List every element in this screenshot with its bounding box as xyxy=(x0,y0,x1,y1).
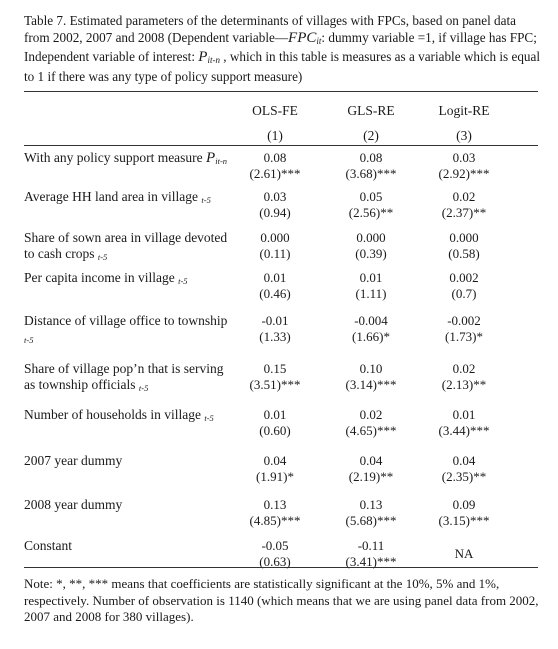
coefficient: 0.04 xyxy=(452,453,476,468)
table-cell xyxy=(326,407,416,439)
row-label: Share of sown area in village devoted to cash crops $_{t-5}$ xyxy=(24,230,228,262)
caption-text: Table 7. Estimated parameters of the determinants of villages with FPCs, based on panel data from 2002, 2007 and 2008 (Dependent variable— xyxy=(24,13,517,45)
row-label: Constant xyxy=(24,538,73,553)
table-cell xyxy=(326,189,416,221)
table-cell xyxy=(230,407,320,439)
t-statistic: (2.92)*** xyxy=(438,166,490,181)
table-cell xyxy=(230,313,320,345)
column-header-gls-re: GLS-RE xyxy=(347,103,395,118)
t-statistic: (1.66)* xyxy=(352,329,390,344)
coefficient: 0.01 xyxy=(263,270,287,285)
coefficient: -0.004 xyxy=(354,313,388,328)
table-cell xyxy=(419,230,509,262)
coefficient: 0.03 xyxy=(452,150,476,165)
table-caption xyxy=(24,13,544,85)
row-label: Distance of village office to township $_{t-5}$ xyxy=(24,313,228,345)
row-label: Share of village pop’n that is serving as township officials $_{t-5}$ xyxy=(24,361,224,393)
t-statistic: (1.91)* xyxy=(256,469,294,484)
coefficient: 0.01 xyxy=(452,407,476,422)
t-statistic: (0.7) xyxy=(451,286,477,301)
bottom-rule xyxy=(24,567,538,568)
t-statistic: (0.46) xyxy=(259,286,291,301)
table-cell xyxy=(326,150,416,182)
t-statistic: (1.11) xyxy=(355,286,387,301)
row-label: Number of households in village $_{t-5}$ xyxy=(24,407,214,423)
coefficient: 0.002 xyxy=(449,270,479,285)
table-cell xyxy=(230,361,320,393)
column-header-ols-fe: OLS-FE xyxy=(252,103,298,118)
table-cell xyxy=(326,230,416,262)
column-number-1: (1) xyxy=(267,128,283,143)
coefficient: 0.03 xyxy=(263,189,287,204)
t-statistic: (3.14)*** xyxy=(345,377,397,392)
caption-text: , which in this table is measures as a variable which is equal to 1 if there was any type of policy support measure) xyxy=(24,49,541,84)
coefficient: 0.02 xyxy=(359,407,383,422)
caption-independent-variable: $P_{it-n}$ xyxy=(198,49,220,65)
table-cell xyxy=(419,407,509,439)
column-header-logit-re: Logit-RE xyxy=(438,103,490,118)
coefficient: 0.15 xyxy=(263,361,287,376)
coefficient: 0.05 xyxy=(359,189,383,204)
coefficient: 0.04 xyxy=(263,453,287,468)
row-label: Average HH land area in village $_{t-5}$ xyxy=(24,189,211,205)
t-statistic: (3.15)*** xyxy=(438,513,490,528)
coefficient: 0.01 xyxy=(359,270,383,285)
table-cell xyxy=(326,497,416,529)
coefficient: 0.13 xyxy=(263,497,287,512)
t-statistic: (0.58) xyxy=(448,246,480,261)
table-cell xyxy=(326,538,416,570)
coefficient: 0.13 xyxy=(359,497,383,512)
t-statistic: (2.61)*** xyxy=(249,166,301,181)
coefficient: -0.002 xyxy=(447,313,481,328)
top-rule xyxy=(24,91,538,92)
t-statistic: (0.63) xyxy=(259,554,291,569)
table-cell xyxy=(419,453,509,485)
t-statistic: (4.65)*** xyxy=(345,423,397,438)
table-cell xyxy=(419,497,509,529)
coefficient: -0.05 xyxy=(261,538,289,553)
t-statistic: (0.94) xyxy=(259,205,291,220)
t-statistic: (3.41)*** xyxy=(345,554,397,569)
table-cell xyxy=(326,361,416,393)
table-cell xyxy=(419,270,509,302)
t-statistic: (3.51)*** xyxy=(249,377,301,392)
table-cell xyxy=(230,453,320,485)
coefficient: 0.01 xyxy=(263,407,287,422)
caption-text: : dummy variable =1, if village has FPC; Independent variable of interest: xyxy=(24,29,537,64)
table-cell xyxy=(326,453,416,485)
coefficient: 0.09 xyxy=(452,497,476,512)
t-statistic: (4.85)*** xyxy=(249,513,301,528)
coefficient: -0.01 xyxy=(261,313,289,328)
table-note: Note: *, **, *** means that coefficients are statistically significant at the 10%, 5% and 1%, respectively. Number of observation is 1140 (which means that we are using panel data from 2002, 2007 and 2008 for 380 villages). xyxy=(24,576,539,624)
t-statistic: (2.37)** xyxy=(441,205,487,220)
table-cell xyxy=(230,270,320,302)
row-label: With any policy support measure $P_{it-n}$ xyxy=(24,150,228,166)
t-statistic: (5.68)*** xyxy=(345,513,397,528)
row-label: 2008 year dummy xyxy=(24,497,123,512)
t-statistic: (1.33) xyxy=(259,329,291,344)
t-statistic: (0.11) xyxy=(259,246,291,261)
t-statistic: (1.73)* xyxy=(445,329,483,344)
column-number-3: (3) xyxy=(456,128,472,143)
t-statistic: (3.44)*** xyxy=(438,423,490,438)
coefficient: 0.04 xyxy=(359,453,383,468)
coefficient: 0.000 xyxy=(356,230,386,245)
table-cell xyxy=(326,270,416,302)
table-cell: NA xyxy=(454,546,474,561)
coefficient: 0.000 xyxy=(449,230,479,245)
column-number-2: (2) xyxy=(363,128,379,143)
table-cell xyxy=(419,189,509,221)
row-label: 2007 year dummy xyxy=(24,453,123,468)
table-cell xyxy=(230,230,320,262)
caption-dependent-variable: $FPC_{it}$ xyxy=(288,29,322,46)
coefficient: 0.08 xyxy=(359,150,383,165)
t-statistic: (2.56)** xyxy=(348,205,394,220)
coefficient: 0.08 xyxy=(263,150,287,165)
coefficient: 0.000 xyxy=(260,230,290,245)
t-statistic: (2.13)** xyxy=(441,377,487,392)
t-statistic: (3.68)*** xyxy=(345,166,397,181)
coefficient: 0.10 xyxy=(359,361,383,376)
table-cell xyxy=(230,189,320,221)
t-statistic: (2.35)** xyxy=(441,469,487,484)
coefficient: 0.02 xyxy=(452,361,476,376)
table-cell xyxy=(230,497,320,529)
coefficient: 0.02 xyxy=(452,189,476,204)
table-cell xyxy=(230,538,320,570)
t-statistic: (0.39) xyxy=(355,246,387,261)
table-cell xyxy=(419,361,509,393)
table-cell xyxy=(326,313,416,345)
t-statistic: (2.19)** xyxy=(348,469,394,484)
table-cell xyxy=(230,150,320,182)
t-statistic: (0.60) xyxy=(259,423,291,438)
table-cell xyxy=(419,313,509,345)
coefficient: -0.11 xyxy=(357,538,385,553)
header-rule xyxy=(24,145,538,146)
row-label: Per capita income in village $_{t-5}$ xyxy=(24,270,188,286)
table-cell xyxy=(419,150,509,182)
